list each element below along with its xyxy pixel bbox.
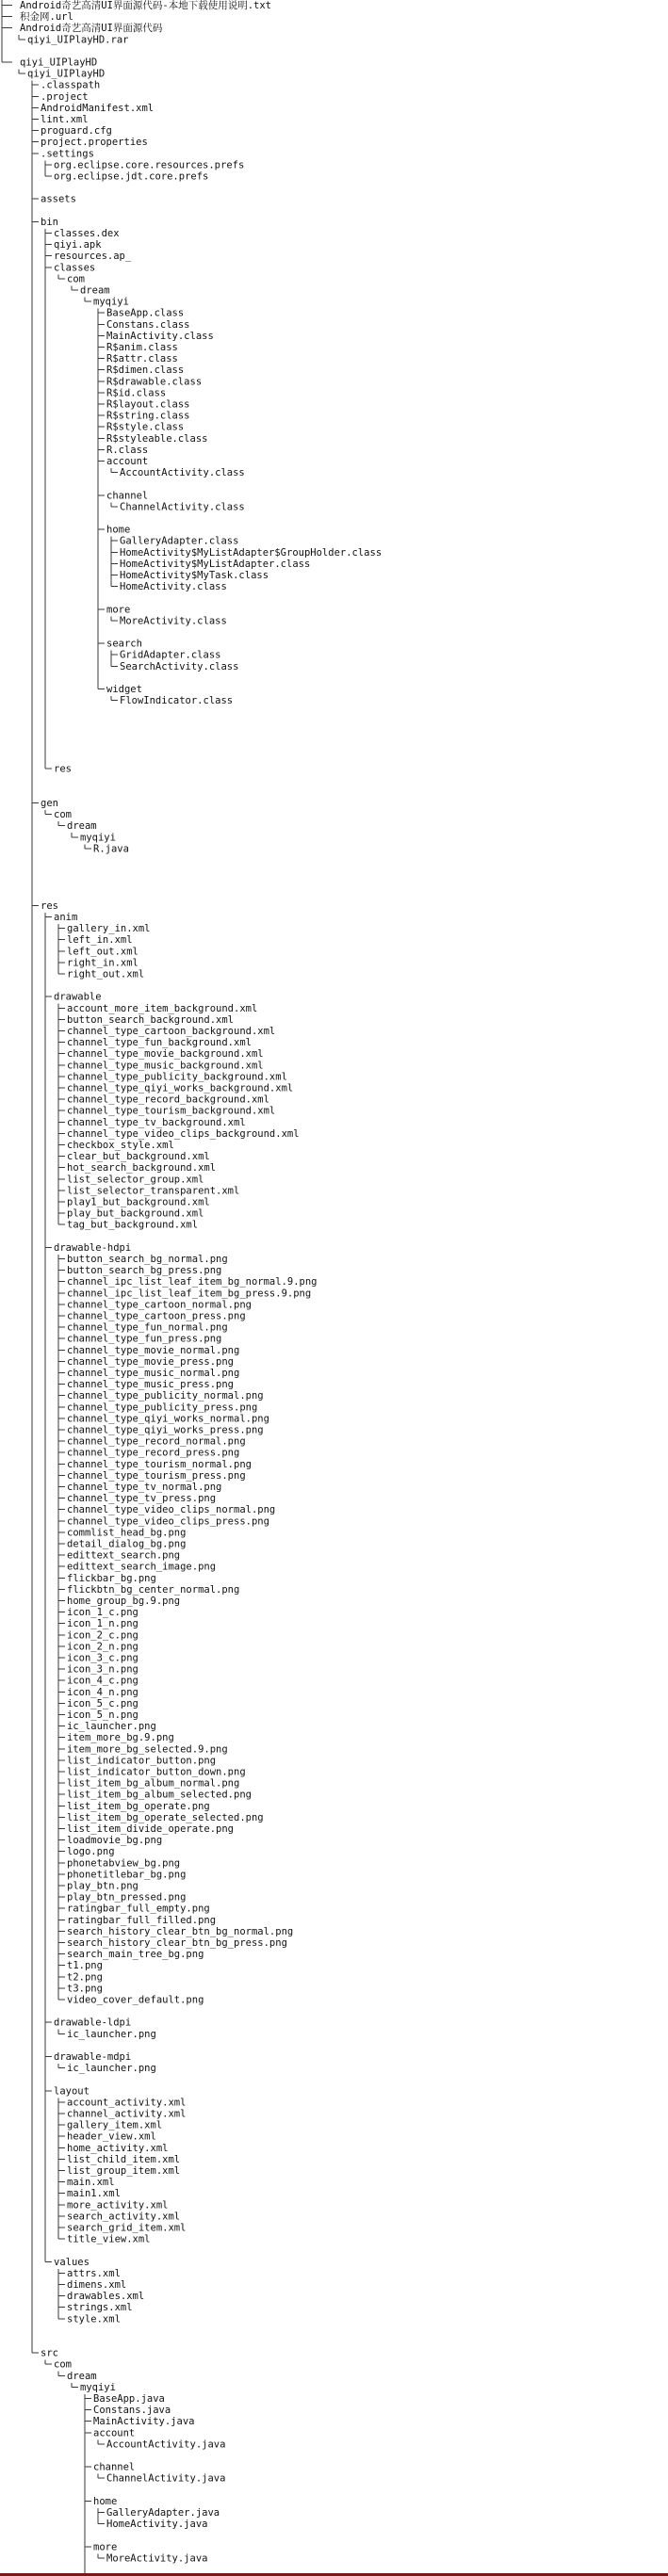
tree-file-label[interactable]: list_selector_transparent.xml: [67, 1185, 240, 1197]
tree-folder-label[interactable]: classes: [54, 262, 96, 274]
tree-folder-label[interactable]: drawable-mdpi: [54, 2051, 132, 2063]
tree-file-label[interactable]: style.xml: [67, 2313, 121, 2325]
tree-file-label[interactable]: account_more_item_background.xml: [67, 1002, 258, 1014]
tree-file-label[interactable]: home_group_bg.9.png: [67, 1596, 181, 1607]
tree-file-label[interactable]: strings.xml: [67, 2302, 133, 2314]
tree-file-label[interactable]: play1_but_background.xml: [67, 1196, 210, 1208]
tree-file-label[interactable]: list_item_divide_operate.png: [67, 1823, 235, 1835]
tree-file-label[interactable]: loadmovie_bg.png: [67, 1835, 163, 1847]
tree-file-label[interactable]: channel_type_tourism_press.png: [67, 1469, 246, 1482]
tree-file-label[interactable]: R$attr.class: [106, 353, 178, 365]
tree-file-label[interactable]: video_cover_default.png: [67, 1994, 204, 2006]
tree-file-label[interactable]: channel_type_music_background.xml: [67, 1060, 264, 1072]
tree-file-label[interactable]: button_search_bg_press.png: [67, 1265, 222, 1277]
tree-file-label[interactable]: channel_type_cartoon_press.png: [67, 1310, 246, 1322]
tree-folder-label[interactable]: bin: [41, 216, 58, 228]
tree-folder-label[interactable]: drawable: [54, 991, 102, 1003]
tree-file-label[interactable]: MainActivity.java: [93, 2416, 195, 2428]
tree-folder-label[interactable]: account: [93, 2427, 136, 2439]
tree-file-label[interactable]: channel_type_record_background.xml: [67, 1094, 269, 1106]
tree-file-label[interactable]: R$layout.class: [106, 398, 190, 411]
tree-file-label[interactable]: channel_type_video_clips_press.png: [67, 1515, 269, 1528]
tree-file-label[interactable]: edittext_search.png: [67, 1549, 181, 1562]
tree-file-label[interactable]: channel_type_tourism_normal.png: [67, 1458, 252, 1470]
tree-file-label[interactable]: GalleryAdapter.class: [120, 535, 239, 547]
tree-file-label[interactable]: attrs.xml: [67, 2267, 121, 2279]
tree-file-label[interactable]: t3.png: [67, 1983, 103, 1995]
tree-file-label[interactable]: ChannelActivity.class: [120, 501, 245, 513]
tree-folder-label[interactable]: more: [93, 2541, 118, 2553]
tree-file-label[interactable]: play_but_background.xml: [67, 1207, 204, 1220]
tree-folder-label[interactable]: values: [54, 2256, 90, 2268]
tree-file-label[interactable]: channel_type_publicity_press.png: [67, 1401, 258, 1414]
tree-file-label[interactable]: GalleryAdapter.java: [106, 2507, 220, 2519]
tree-file-label[interactable]: list_item_bg_album_selected.png: [67, 1789, 252, 1801]
tree-folder-label[interactable]: anim: [54, 912, 78, 923]
tree-folder-label[interactable]: channel: [93, 2461, 136, 2473]
tree-file-label[interactable]: icon_3_n.png: [67, 1663, 138, 1676]
tree-folder-label[interactable]: qiyi_UIPlayHD: [27, 68, 106, 80]
tree-file-label[interactable]: R$style.class: [106, 421, 185, 433]
tree-folder-label[interactable]: qiyi_UIPlayHD: [20, 57, 98, 69]
tree-file-label[interactable]: icon_5_c.png: [67, 1697, 138, 1709]
tree-file-label[interactable]: phonetitlebar_bg.png: [67, 1869, 187, 1881]
tree-folder-label[interactable]: res: [41, 899, 58, 912]
tree-file-label[interactable]: Android奇艺高清UI界面源代码-本地下载使用说明.txt: [20, 0, 272, 11]
tree-folder-label[interactable]: dream: [67, 820, 97, 833]
tree-file-label[interactable]: AndroidManifest.xml: [41, 102, 155, 114]
tree-file-label[interactable]: channel_type_tv_normal.png: [67, 1482, 222, 1493]
tree-file-label[interactable]: R$anim.class: [106, 342, 178, 353]
tree-file-label[interactable]: channel_type_tv_press.png: [67, 1493, 217, 1505]
tree-file-label[interactable]: search_activity.xml: [67, 2211, 181, 2223]
tree-file-label[interactable]: R$styleable.class: [106, 432, 208, 445]
tree-folder-label[interactable]: myqiyi: [80, 2381, 116, 2393]
tree-file-label[interactable]: list_selector_group.xml: [67, 1174, 204, 1186]
tree-file-label[interactable]: channel_type_movie_background.xml: [67, 1048, 264, 1061]
tree-file-label[interactable]: channel_type_music_press.png: [67, 1379, 235, 1391]
tree-folder-label[interactable]: drawable-ldpi: [54, 2017, 132, 2029]
tree-folder-label[interactable]: more: [106, 604, 131, 616]
tree-file-label[interactable]: icon_3_c.png: [67, 1652, 138, 1664]
tree-file-label[interactable]: ratingbar_full_filled.png: [67, 1914, 217, 1926]
tree-folder-label[interactable]: layout: [54, 2085, 90, 2098]
tree-file-label[interactable]: list_item_bg_operate.png: [67, 1800, 210, 1812]
tree-file-label[interactable]: account_activity.xml: [67, 2097, 187, 2109]
tree-file-label[interactable]: search_history_clear_btn_bg_press.png: [67, 1937, 287, 1949]
tree-file-label[interactable]: play_btn_pressed.png: [67, 1891, 187, 1904]
tree-file-label[interactable]: search_grid_item.xml: [67, 2222, 187, 2234]
tree-file-label[interactable]: list_item_bg_album_normal.png: [67, 1777, 240, 1790]
tree-file-label[interactable]: channel_type_movie_press.png: [67, 1355, 235, 1368]
tree-file-label[interactable]: project.properties: [41, 137, 148, 149]
tree-folder-label[interactable]: res: [54, 763, 72, 775]
tree-file-label[interactable]: icon_1_n.png: [67, 1618, 138, 1630]
tree-folder-label[interactable]: dream: [67, 2370, 97, 2382]
tree-file-label[interactable]: R$dimen.class: [106, 365, 185, 377]
tree-file-label[interactable]: AccountActivity.java: [106, 2438, 226, 2451]
tree-file-label[interactable]: gallery_item.xml: [67, 2119, 163, 2131]
tree-file-label[interactable]: logo.png: [67, 1846, 115, 1858]
tree-file-label[interactable]: icon_5_n.png: [67, 1709, 138, 1721]
tree-file-label[interactable]: channel_type_music_normal.png: [67, 1368, 240, 1379]
tree-file-label[interactable]: flickbtn_bg_center_normal.png: [67, 1583, 240, 1596]
tree-file-label[interactable]: commlist_head_bg.png: [67, 1527, 187, 1539]
tree-file-label[interactable]: icon_1_c.png: [67, 1607, 138, 1619]
tree-file-label[interactable]: ic_launcher.png: [67, 2063, 156, 2075]
tree-folder-label[interactable]: myqiyi: [93, 296, 129, 308]
tree-file-label[interactable]: flickbar_bg.png: [67, 1572, 156, 1584]
tree-file-label[interactable]: channel_type_tv_background.xml: [67, 1116, 246, 1128]
tree-file-label[interactable]: .classpath: [41, 79, 101, 91]
tree-file-label[interactable]: MainActivity.class: [106, 330, 214, 342]
tree-file-label[interactable]: drawables.xml: [67, 2291, 145, 2303]
tree-file-label[interactable]: left_in.xml: [67, 934, 133, 947]
tree-folder-label[interactable]: account: [106, 456, 149, 467]
tree-file-label[interactable]: right_in.xml: [67, 957, 138, 969]
tree-file-label[interactable]: channel_type_qiyi_works_background.xml: [67, 1082, 294, 1094]
tree-file-label[interactable]: BaseApp.java: [93, 2393, 165, 2405]
tree-file-label[interactable]: HomeActivity$MyListAdapter.class: [120, 558, 311, 570]
tree-file-label[interactable]: icon_2_c.png: [67, 1629, 138, 1642]
tree-file-label[interactable]: channel_ipc_list_leaf_item_bg_normal.9.png: [67, 1276, 318, 1288]
tree-file-label[interactable]: more_activity.xml: [67, 2199, 169, 2211]
tree-file-label[interactable]: channel_ipc_list_leaf_item_bg_press.9.png: [67, 1288, 312, 1300]
tree-file-label[interactable]: R$id.class: [106, 387, 167, 399]
tree-file-label[interactable]: item_more_bg.9.png: [67, 1732, 174, 1744]
tree-file-label[interactable]: ic_launcher.png: [67, 2028, 156, 2040]
tree-file-label[interactable]: channel_type_video_clips_background.xml: [67, 1127, 300, 1140]
tree-file-label[interactable]: button_search_background.xml: [67, 1013, 235, 1026]
tree-file-label[interactable]: channel_type_qiyi_works_press.png: [67, 1424, 264, 1436]
tree-file-label[interactable]: channel_type_publicity_background.xml: [67, 1071, 287, 1083]
tree-file-label[interactable]: R.java: [93, 843, 129, 855]
tree-file-label[interactable]: classes.dex: [54, 228, 120, 239]
tree-file-label[interactable]: channel_type_fun_background.xml: [67, 1037, 252, 1049]
tree-file-label[interactable]: checkbox_style.xml: [67, 1140, 174, 1151]
tree-file-label[interactable]: left_out.xml: [67, 946, 138, 958]
tree-file-label[interactable]: ChannelActivity.java: [106, 2472, 226, 2485]
tree-file-label[interactable]: home_activity.xml: [67, 2142, 169, 2154]
tree-file-label[interactable]: list_group_item.xml: [67, 2165, 181, 2177]
tree-file-label[interactable]: MoreActivity.class: [120, 615, 227, 627]
tree-file-label[interactable]: channel_type_cartoon_normal.png: [67, 1299, 252, 1311]
tree-file-label[interactable]: list_indicator_button_down.png: [67, 1766, 246, 1778]
tree-file-label[interactable]: main.xml: [67, 2177, 115, 2189]
tree-folder-label[interactable]: com: [54, 2358, 72, 2371]
tree-file-label[interactable]: org.eclipse.jdt.core.prefs: [54, 170, 209, 183]
tree-file-label[interactable]: Constans.class: [106, 318, 190, 331]
tree-file-label[interactable]: channel_type_movie_normal.png: [67, 1344, 240, 1356]
tree-folder-label[interactable]: widget: [106, 684, 142, 695]
tree-file-label[interactable]: R.class: [106, 444, 149, 456]
tree-file-label[interactable]: search_main_tree_bg.png: [67, 1949, 204, 1961]
tree-file-label[interactable]: AccountActivity.class: [120, 467, 245, 479]
tree-file-label[interactable]: HomeActivity$MyTask.class: [120, 570, 269, 581]
tree-file-label[interactable]: proguard.cfg: [41, 125, 112, 138]
tree-file-label[interactable]: qiyi.apk: [54, 239, 102, 251]
tree-file-label[interactable]: tag_but_background.xml: [67, 1219, 199, 1231]
tree-file-label[interactable]: channel_activity.xml: [67, 2108, 187, 2120]
tree-file-label[interactable]: right_out.xml: [67, 968, 145, 980]
tree-file-label[interactable]: R$string.class: [106, 410, 190, 422]
tree-file-label[interactable]: channel_type_record_press.png: [67, 1447, 240, 1459]
tree-file-label[interactable]: 积金网.url: [20, 11, 73, 24]
tree-file-label[interactable]: title_view.xml: [67, 2233, 151, 2245]
tree-folder-label[interactable]: assets: [41, 193, 76, 205]
tree-file-label[interactable]: dimens.xml: [67, 2279, 127, 2291]
tree-file-label[interactable]: channel_type_tourism_background.xml: [67, 1105, 276, 1117]
tree-file-label[interactable]: channel_type_publicity_normal.png: [67, 1390, 264, 1402]
tree-file-label[interactable]: clear_but_background.xml: [67, 1151, 210, 1163]
tree-file-label[interactable]: ratingbar_full_empty.png: [67, 1903, 210, 1915]
tree-file-label[interactable]: BaseApp.class: [106, 307, 185, 319]
tree-file-label[interactable]: t1.png: [67, 1960, 103, 1972]
tree-folder-label[interactable]: com: [54, 809, 72, 821]
tree-folder-label[interactable]: src: [41, 2347, 58, 2359]
tree-file-label[interactable]: icon_4_c.png: [67, 1675, 138, 1687]
tree-file-label[interactable]: list_child_item.xml: [67, 2153, 181, 2165]
tree-file-label[interactable]: phonetabview_bg.png: [67, 1857, 181, 1870]
tree-file-label[interactable]: SearchActivity.class: [120, 660, 239, 672]
tree-file-label[interactable]: edittext_search_image.png: [67, 1561, 217, 1573]
tree-file-label[interactable]: ic_launcher.png: [67, 1721, 156, 1733]
tree-file-label[interactable]: GridAdapter.class: [120, 649, 221, 661]
tree-folder-label[interactable]: Android奇艺高清UI界面源代码: [20, 23, 163, 35]
tree-file-label[interactable]: .project: [41, 90, 89, 103]
tree-file-label[interactable]: item_more_bg_selected.9.png: [67, 1743, 228, 1756]
tree-file-label[interactable]: channel_type_record_normal.png: [67, 1435, 246, 1448]
tree-folder-label[interactable]: com: [67, 273, 85, 285]
tree-file-label[interactable]: header_view.xml: [67, 2130, 156, 2143]
tree-file-label[interactable]: search_history_clear_btn_bg_normal.png: [67, 1925, 294, 1937]
tree-file-label[interactable]: icon_4_n.png: [67, 1686, 138, 1698]
tree-file-label[interactable]: gallery_in.xml: [67, 923, 151, 935]
tree-file-label[interactable]: qiyi_UIPlayHD.rar: [27, 34, 129, 46]
tree-file-label[interactable]: button_search_bg_normal.png: [67, 1254, 228, 1265]
tree-file-label[interactable]: main1.xml: [67, 2188, 121, 2200]
tree-file-label[interactable]: HomeActivity$MyListAdapter$GroupHolder.class: [120, 546, 383, 559]
tree-file-label[interactable]: detail_dialog_bg.png: [67, 1538, 187, 1550]
tree-folder-label[interactable]: search: [106, 638, 142, 650]
tree-file-label[interactable]: icon_2_n.png: [67, 1641, 138, 1653]
tree-file-label[interactable]: list_indicator_button.png: [67, 1755, 217, 1767]
tree-file-label[interactable]: channel_type_video_clips_normal.png: [67, 1504, 276, 1516]
tree-file-label[interactable]: channel_type_cartoon_background.xml: [67, 1026, 276, 1037]
tree-file-label[interactable]: channel_type_fun_press.png: [67, 1333, 222, 1345]
tree-file-label[interactable]: t2.png: [67, 1971, 103, 1984]
tree-folder-label[interactable]: home: [106, 524, 131, 536]
tree-folder-label[interactable]: myqiyi: [80, 832, 116, 844]
tree-folder-label[interactable]: gen: [41, 798, 58, 809]
tree-file-label[interactable]: lint.xml: [41, 114, 89, 125]
tree-file-label[interactable]: hot_search_background.xml: [67, 1162, 217, 1175]
tree-file-label[interactable]: channel_type_fun_normal.png: [67, 1321, 228, 1334]
tree-folder-label[interactable]: channel: [106, 490, 149, 502]
tree-file-label[interactable]: resources.ap_: [54, 251, 132, 263]
tree-folder-label[interactable]: .settings: [41, 148, 94, 160]
tree-file-label[interactable]: FlowIndicator.class: [120, 695, 234, 707]
tree-folder-label[interactable]: drawable-hdpi: [54, 1241, 132, 1254]
tree-folder-label[interactable]: home: [93, 2495, 118, 2507]
tree-file-label[interactable]: Constans.java: [93, 2405, 171, 2417]
tree-file-label[interactable]: R$drawable.class: [106, 376, 203, 388]
tree-file-label[interactable]: HomeActivity.java: [106, 2519, 208, 2531]
tree-file-label[interactable]: org.eclipse.core.resources.prefs: [54, 159, 245, 171]
tree-file-label[interactable]: channel_type_qiyi_works_normal.png: [67, 1413, 269, 1425]
tree-file-label[interactable]: MoreActivity.java: [106, 2552, 208, 2565]
tree-file-label[interactable]: list_item_bg_operate_selected.png: [67, 1811, 264, 1823]
tree-file-label[interactable]: play_btn.png: [67, 1880, 138, 1892]
tree-file-label[interactable]: HomeActivity.class: [120, 581, 227, 593]
tree-folder-label[interactable]: dream: [80, 284, 110, 297]
